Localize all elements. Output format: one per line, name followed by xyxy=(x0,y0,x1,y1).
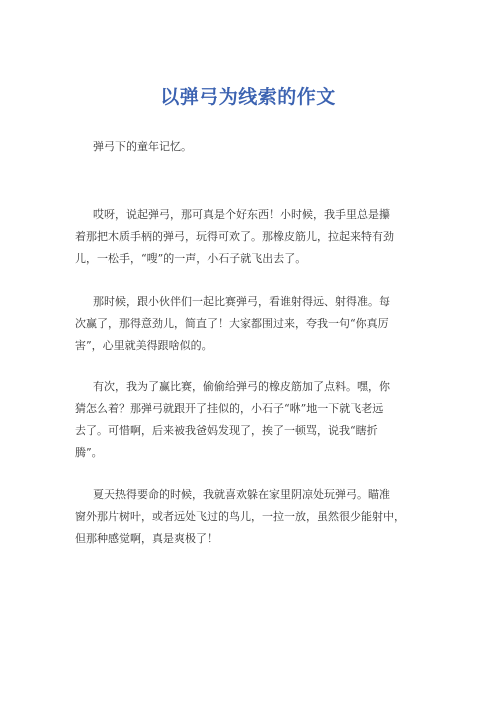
paragraph-line: 有次，我为了赢比赛，偷偷给弹弓的橡皮筋加了点料。嘿，你 xyxy=(93,380,390,393)
paragraph-4 xyxy=(75,376,390,464)
paragraph-line: 哎呀，说起弹弓，那可真是个好东西！小时候，我手里总是攥 xyxy=(93,208,390,221)
paragraph-line: 害”，心里就美得跟啥似的。 xyxy=(75,339,213,352)
paragraph-5 xyxy=(75,484,405,550)
paragraph-line: 腾”。 xyxy=(75,446,103,459)
paragraph-line: 窗外那片树叶，或者远处飞过的鸟儿，一拉一放，虽然很少能射中， xyxy=(75,510,405,523)
paragraph-line: 夏天热得要命的时候，我就喜欢躲在家里阴凉处玩弹弓。瞄准 xyxy=(93,488,390,501)
paragraph-line: 次赢了，那得意劲儿，简直了！大家都围过来，夸我一句“你真厉 xyxy=(75,317,389,330)
paragraph-line: 去了。可惜啊，后来被我爸妈发现了，挨了一顿骂，说我“瞎折 xyxy=(75,424,378,437)
paragraph-3 xyxy=(75,291,390,357)
paragraph-2 xyxy=(75,204,394,270)
paragraph-line: 那时候，跟小伙伴们一起比赛弹弓，看谁射得远、射得准。每 xyxy=(93,295,390,308)
paragraph-line: 着那把木质手柄的弹弓，玩得可欢了。那橡皮筋儿，拉起来特有劲 xyxy=(75,230,394,243)
document-title: 以弹弓为线索的作文 xyxy=(160,86,336,108)
paragraph-line: 弹弓下的童年记忆。 xyxy=(93,140,192,153)
paragraph-1 xyxy=(93,136,192,158)
paragraph-line: 猜怎么着？那弹弓就跟开了挂似的，小石子“咻”地一下就飞老远 xyxy=(75,402,384,415)
paragraph-line: 儿，一松手，“嗖”的一声，小石子就飞出去了。 xyxy=(75,252,307,265)
paragraph-line: 但那种感觉啊，真是爽极了！ xyxy=(75,532,218,545)
